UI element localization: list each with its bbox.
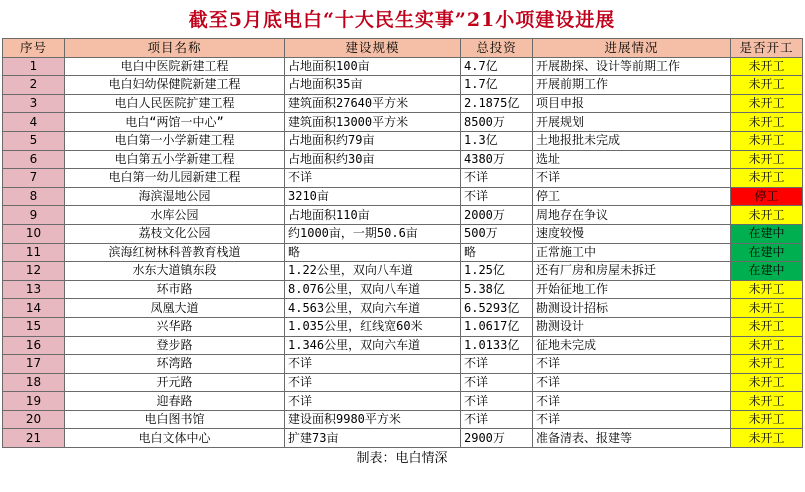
- row-name: 电白第一小学新建工程: [65, 131, 285, 150]
- row-status-badge: 未开工: [731, 410, 803, 429]
- row-status-badge: 未开工: [731, 336, 803, 355]
- row-name: 电白中医院新建工程: [65, 57, 285, 76]
- row-scale: 占地面积100亩: [285, 57, 461, 76]
- row-scale: 不详: [285, 169, 461, 188]
- row-no: 6: [3, 150, 65, 169]
- row-status-badge: 在建中: [731, 224, 803, 243]
- row-investment: 1.0133亿: [461, 336, 533, 355]
- row-name: 电白“两馆一中心”: [65, 113, 285, 132]
- row-status-badge: 未开工: [731, 131, 803, 150]
- row-name: 迎春路: [65, 392, 285, 411]
- row-name: 环市路: [65, 280, 285, 299]
- row-no: 9: [3, 206, 65, 225]
- row-name: 电白图书馆: [65, 410, 285, 429]
- row-progress: 土地报批未完成: [533, 131, 731, 150]
- row-name: 环湾路: [65, 355, 285, 374]
- row-investment: 4.7亿: [461, 57, 533, 76]
- row-no: 14: [3, 299, 65, 318]
- table-row: [3, 150, 803, 169]
- table-row: [3, 429, 803, 448]
- table-row: [3, 57, 803, 76]
- row-no: 1: [3, 57, 65, 76]
- table-row: [3, 317, 803, 336]
- row-no: 11: [3, 243, 65, 262]
- row-progress: 还有厂房和房屋未拆迁: [533, 262, 731, 281]
- table-row: [3, 262, 803, 281]
- table-row: [3, 280, 803, 299]
- row-status-badge: 停工: [731, 187, 803, 206]
- table-row: [3, 410, 803, 429]
- row-progress: 不详: [533, 169, 731, 188]
- row-status-badge: 未开工: [731, 169, 803, 188]
- row-scale: 建设面积9980平方米: [285, 410, 461, 429]
- row-scale: 不详: [285, 373, 461, 392]
- row-progress: 不详: [533, 410, 731, 429]
- table-row: [3, 169, 803, 188]
- row-name: 电白妇幼保健院新建工程: [65, 76, 285, 95]
- row-scale: 约1000亩，一期50.6亩: [285, 224, 461, 243]
- row-name: 海滨湿地公园: [65, 187, 285, 206]
- row-progress: 勘测设计: [533, 317, 731, 336]
- row-progress: 停工: [533, 187, 731, 206]
- row-no: 21: [3, 429, 65, 448]
- row-status-badge: 未开工: [731, 57, 803, 76]
- row-no: 18: [3, 373, 65, 392]
- row-no: 3: [3, 94, 65, 113]
- row-scale: 占地面积110亩: [285, 206, 461, 225]
- row-investment: 不详: [461, 187, 533, 206]
- row-scale: 占地面积约79亩: [285, 131, 461, 150]
- progress-table: [2, 38, 803, 448]
- row-investment: 2900万: [461, 429, 533, 448]
- row-progress: 不详: [533, 392, 731, 411]
- row-progress: 不详: [533, 355, 731, 374]
- row-no: 19: [3, 392, 65, 411]
- row-progress: 准备清表、报建等: [533, 429, 731, 448]
- row-progress: 开展勘探、设计等前期工作: [533, 57, 731, 76]
- row-name: 电白文体中心: [65, 429, 285, 448]
- row-investment: 1.25亿: [461, 262, 533, 281]
- row-investment: 500万: [461, 224, 533, 243]
- row-status-badge: 未开工: [731, 113, 803, 132]
- row-scale: 4.563公里，双向六车道: [285, 299, 461, 318]
- row-status-badge: 未开工: [731, 280, 803, 299]
- row-progress: 选址: [533, 150, 731, 169]
- table-row: [3, 187, 803, 206]
- table-row: [3, 224, 803, 243]
- row-investment: 1.3亿: [461, 131, 533, 150]
- row-status-badge: 未开工: [731, 299, 803, 318]
- row-progress: 开展规划: [533, 113, 731, 132]
- row-no: 8: [3, 187, 65, 206]
- row-progress: 开始征地工作: [533, 280, 731, 299]
- row-status-badge: 未开工: [731, 94, 803, 113]
- row-status-badge: 未开工: [731, 429, 803, 448]
- row-name: 电白第一幼儿园新建工程: [65, 169, 285, 188]
- row-progress: 正常施工中: [533, 243, 731, 262]
- row-investment: 略: [461, 243, 533, 262]
- table-row: [3, 94, 803, 113]
- page-title: 截至5月底电白“十大民生实事”21小项建设进展: [188, 9, 616, 31]
- row-no: 2: [3, 76, 65, 95]
- row-no: 16: [3, 336, 65, 355]
- row-status-badge: 未开工: [731, 76, 803, 95]
- row-progress: 勘测设计招标: [533, 299, 731, 318]
- row-progress: 开展前期工作: [533, 76, 731, 95]
- row-no: 15: [3, 317, 65, 336]
- row-progress: 征地未完成: [533, 336, 731, 355]
- row-scale: 1.22公里，双向八车道: [285, 262, 461, 281]
- table-row: [3, 373, 803, 392]
- row-investment: 6.5293亿: [461, 299, 533, 318]
- table-row: [3, 355, 803, 374]
- row-investment: 1.0617亿: [461, 317, 533, 336]
- table-header-row: [3, 39, 803, 58]
- header-investment: 总投资: [461, 39, 533, 58]
- document-frame: [2, 2, 802, 488]
- row-progress: 周地存在争议: [533, 206, 731, 225]
- table-body: [3, 57, 803, 447]
- row-investment: 不详: [461, 169, 533, 188]
- row-scale: 略: [285, 243, 461, 262]
- row-progress: 不详: [533, 373, 731, 392]
- row-investment: 1.7亿: [461, 76, 533, 95]
- header-progress: 进展情况: [533, 39, 731, 58]
- row-scale: 3210亩: [285, 187, 461, 206]
- header-no: 序号: [3, 39, 65, 58]
- row-status-badge: 未开工: [731, 150, 803, 169]
- row-investment: 不详: [461, 355, 533, 374]
- row-scale: 不详: [285, 392, 461, 411]
- row-status-badge: 未开工: [731, 317, 803, 336]
- row-scale: 8.076公里，双向八车道: [285, 280, 461, 299]
- row-investment: 2000万: [461, 206, 533, 225]
- row-no: 7: [3, 169, 65, 188]
- row-status-badge: 未开工: [731, 392, 803, 411]
- row-scale: 1.035公里，红线宽60米: [285, 317, 461, 336]
- header-status: 是否开工: [731, 39, 803, 58]
- row-name: 凤凰大道: [65, 299, 285, 318]
- row-no: 12: [3, 262, 65, 281]
- table-row: [3, 76, 803, 95]
- row-scale: 占地面积35亩: [285, 76, 461, 95]
- row-no: 13: [3, 280, 65, 299]
- row-name: 水库公园: [65, 206, 285, 225]
- row-status-badge: 在建中: [731, 243, 803, 262]
- row-no: 5: [3, 131, 65, 150]
- row-no: 17: [3, 355, 65, 374]
- row-no: 20: [3, 410, 65, 429]
- table-footer: 制表：电白情深: [356, 451, 448, 467]
- table-row: [3, 113, 803, 132]
- table-row: [3, 392, 803, 411]
- row-scale: 1.346公里，双向六车道: [285, 336, 461, 355]
- table-row: [3, 299, 803, 318]
- table-row: [3, 206, 803, 225]
- row-name: 兴华路: [65, 317, 285, 336]
- row-name: 荔枝文化公园: [65, 224, 285, 243]
- row-scale: 建筑面积13000平方米: [285, 113, 461, 132]
- row-progress: 速度较慢: [533, 224, 731, 243]
- row-progress: 项目申报: [533, 94, 731, 113]
- row-name: 电白人民医院扩建工程: [65, 94, 285, 113]
- row-status-badge: 未开工: [731, 373, 803, 392]
- table-row: [3, 336, 803, 355]
- row-status-badge: 未开工: [731, 355, 803, 374]
- row-investment: 5.38亿: [461, 280, 533, 299]
- header-name: 项目名称: [65, 39, 285, 58]
- row-investment: 4380万: [461, 150, 533, 169]
- row-investment: 2.1875亿: [461, 94, 533, 113]
- table-row: [3, 243, 803, 262]
- row-name: 登步路: [65, 336, 285, 355]
- row-name: 滨海红树林科普教育栈道: [65, 243, 285, 262]
- row-investment: 不详: [461, 410, 533, 429]
- row-no: 4: [3, 113, 65, 132]
- row-name: 电白第五小学新建工程: [65, 150, 285, 169]
- row-name: 水东大道镇东段: [65, 262, 285, 281]
- row-scale: 扩建73亩: [285, 429, 461, 448]
- row-name: 开元路: [65, 373, 285, 392]
- row-status-badge: 未开工: [731, 206, 803, 225]
- row-investment: 不详: [461, 392, 533, 411]
- row-status-badge: 在建中: [731, 262, 803, 281]
- row-no: 10: [3, 224, 65, 243]
- row-scale: 建筑面积27640平方米: [285, 94, 461, 113]
- row-investment: 不详: [461, 373, 533, 392]
- table-row: [3, 131, 803, 150]
- header-scale: 建设规模: [285, 39, 461, 58]
- row-scale: 占地面积约30亩: [285, 150, 461, 169]
- row-scale: 不详: [285, 355, 461, 374]
- row-investment: 8500万: [461, 113, 533, 132]
